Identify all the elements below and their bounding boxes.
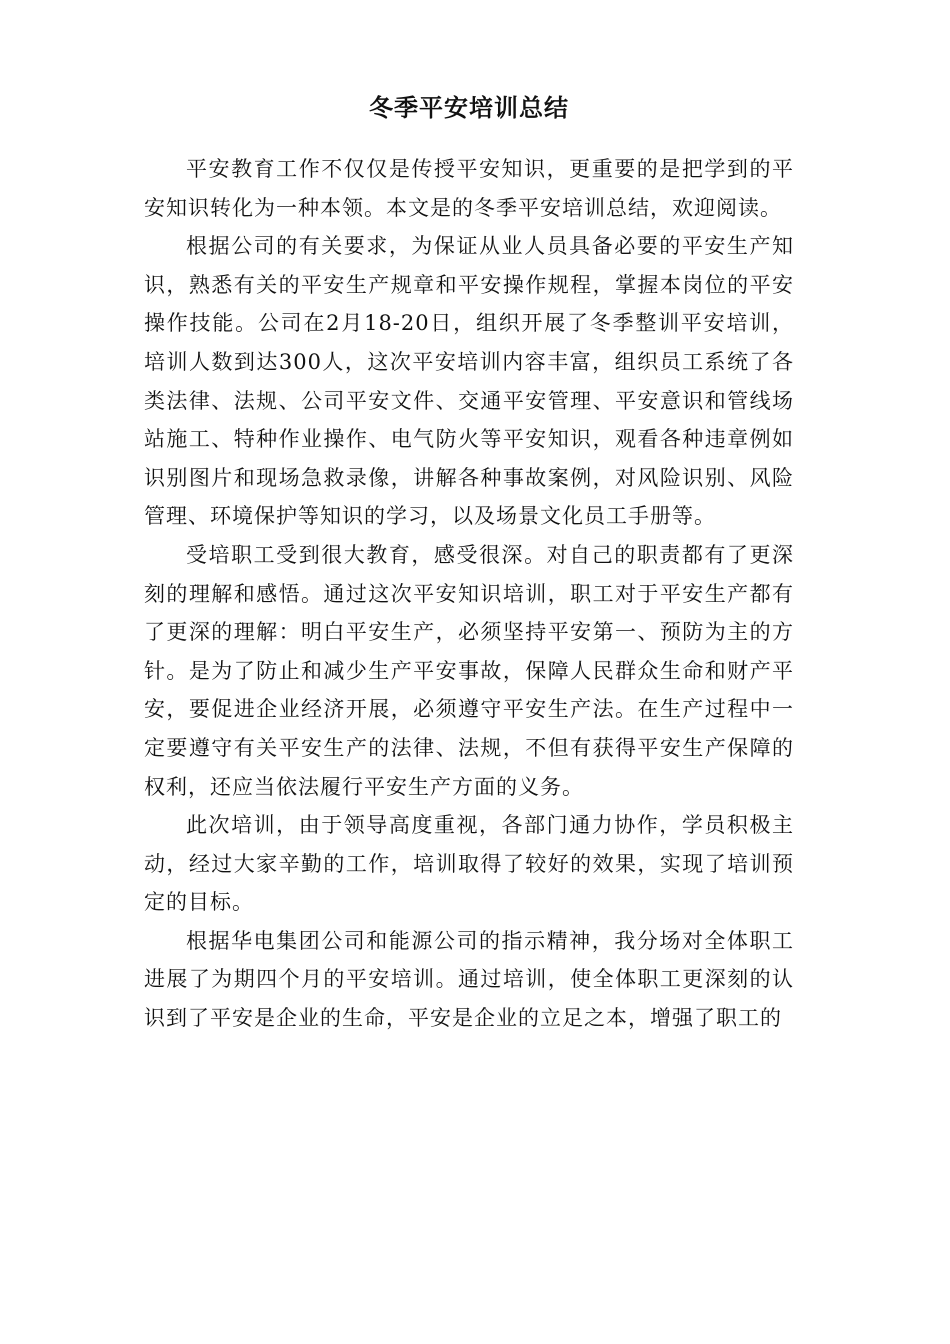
paragraph-2: 根据公司的有关要求，为保证从业人员具备必要的平安生产知识，熟悉有关的平安生产规章和平安操作规程，掌握本岗位的平安操作技能。公司在2月18-20日，组织开展了冬季整训平安培训，培训人数到达300人，这次平安培训内容丰富，组织员工系统了各类法律、法规、公司平安文件、交通平安管理、平安意识和管线场站施工、特种作业操作、电气防火等平安知识，观看各种违章例如识别图片和现场急救录像，讲解各种事故案例，对风险识别、风险管理、环境保护等知识的学习，以及场景文化员工手册等。 [144,234,794,529]
paragraph-1: 平安教育工作不仅仅是传授平安知识，更重要的是把学到的平安知识转化为一种本领。本文是的冬季平安培训总结，欢迎阅读。 [144,157,794,220]
paragraph-3: 受培职工受到很大教育，感受很深。对自己的职责都有了更深刻的理解和感悟。通过这次平安知识培训，职工对于平安生产都有了更深的理解：明白平安生产，必须坚持平安第一、预防为主的方针。是为了防止和减少生产平安事故，保障人民群众生命和财产平安，要促进企业经济开展，必须遵守平安生产法。在生产过程中一定要遵守有关平安生产的法律、法规，不但有获得平安生产保障的权利，还应当依法履行平安生产方面的义务。 [144,542,794,799]
paragraph-5: 根据华电集团公司和能源公司的指示精神，我分场对全体职工进展了为期四个月的平安培训。通过培训，使全体职工更深刻的认识到了平安是企业的生命，平安是企业的立足之本，增强了职工的 [144,928,794,1031]
paragraph-4: 此次培训，由于领导高度重视，各部门通力协作，学员积极主动，经过大家辛勤的工作，培训取得了较好的效果，实现了培训预定的目标。 [144,813,794,915]
document-title: 冬季平安培训总结 [369,93,569,122]
